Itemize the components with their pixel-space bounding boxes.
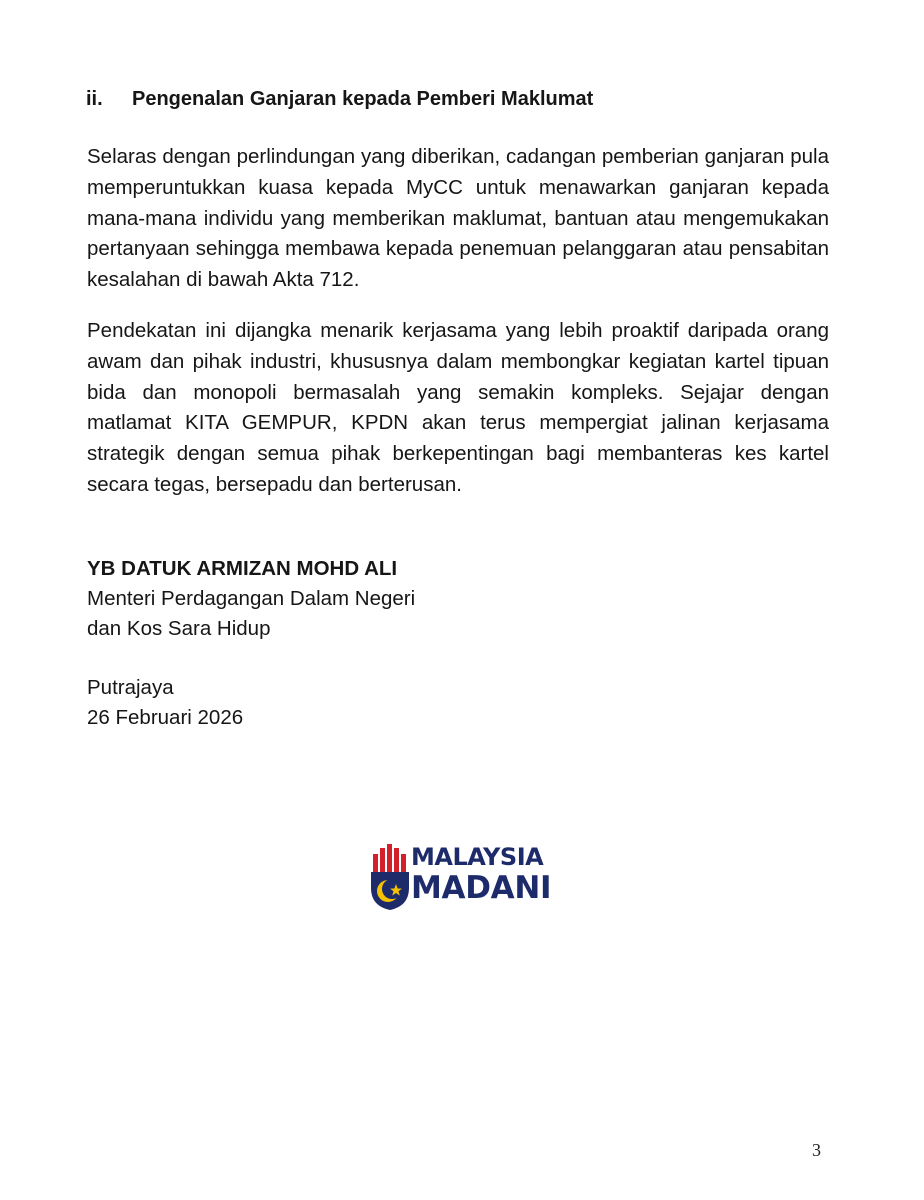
paragraph-rewards: Selaras dengan perlindungan yang diberikan, cadangan pemberian ganjaran pula memperuntukkan kuasa kepada MyCC untuk menawarkan ganjaran kepada mana-mana individu yang memberikan maklumat, bantuan atau mengemukakan pertanyaan sehingga membawa kepada penemuan pelanggaran atau pensabitan kesalahan di bawah Akta 712. bbox=[87, 145, 829, 292]
place-date-block bbox=[87, 673, 243, 733]
section-number: ii. bbox=[86, 88, 103, 110]
signatory-title-line2: dan Kos Sara Hidup bbox=[87, 617, 271, 640]
paragraph-approach: Pendekatan ini dijangka menarik kerjasama yang lebih proaktif daripada orang awam dan pihak industri, khususnya dalam membongkar kegiatan kartel tipuan bida dan monopoli bermasalah yang semakin kompleks. Sejajar dengan matlamat KITA GEMPUR, KPDN akan terus mempergiat jalinan kerjasama strategik dengan semua pihak berkepentingan bagi membanteras kes kartel secara tegas, bersepadu dan berterusan. bbox=[87, 319, 829, 496]
section-heading bbox=[86, 86, 593, 112]
signature-block bbox=[87, 554, 415, 644]
section-title: Pengenalan Ganjaran kepada Pemberi Maklumat bbox=[132, 88, 594, 110]
signatory-title-line1: Menteri Perdagangan Dalam Negeri bbox=[87, 587, 416, 610]
logo-wordmark bbox=[411, 842, 551, 904]
logo-line1: MALAYSIA bbox=[411, 843, 544, 871]
page-number: 3 bbox=[812, 1140, 821, 1160]
place-date: 26 Februari 2026 bbox=[87, 706, 244, 729]
malaysia-madani-logo bbox=[369, 840, 552, 912]
place-city: Putrajaya bbox=[87, 676, 174, 699]
madani-emblem-icon bbox=[369, 840, 413, 912]
signatory-name: YB DATUK ARMIZAN MOHD ALI bbox=[87, 557, 398, 580]
logo-line2: MADANI bbox=[411, 870, 552, 906]
